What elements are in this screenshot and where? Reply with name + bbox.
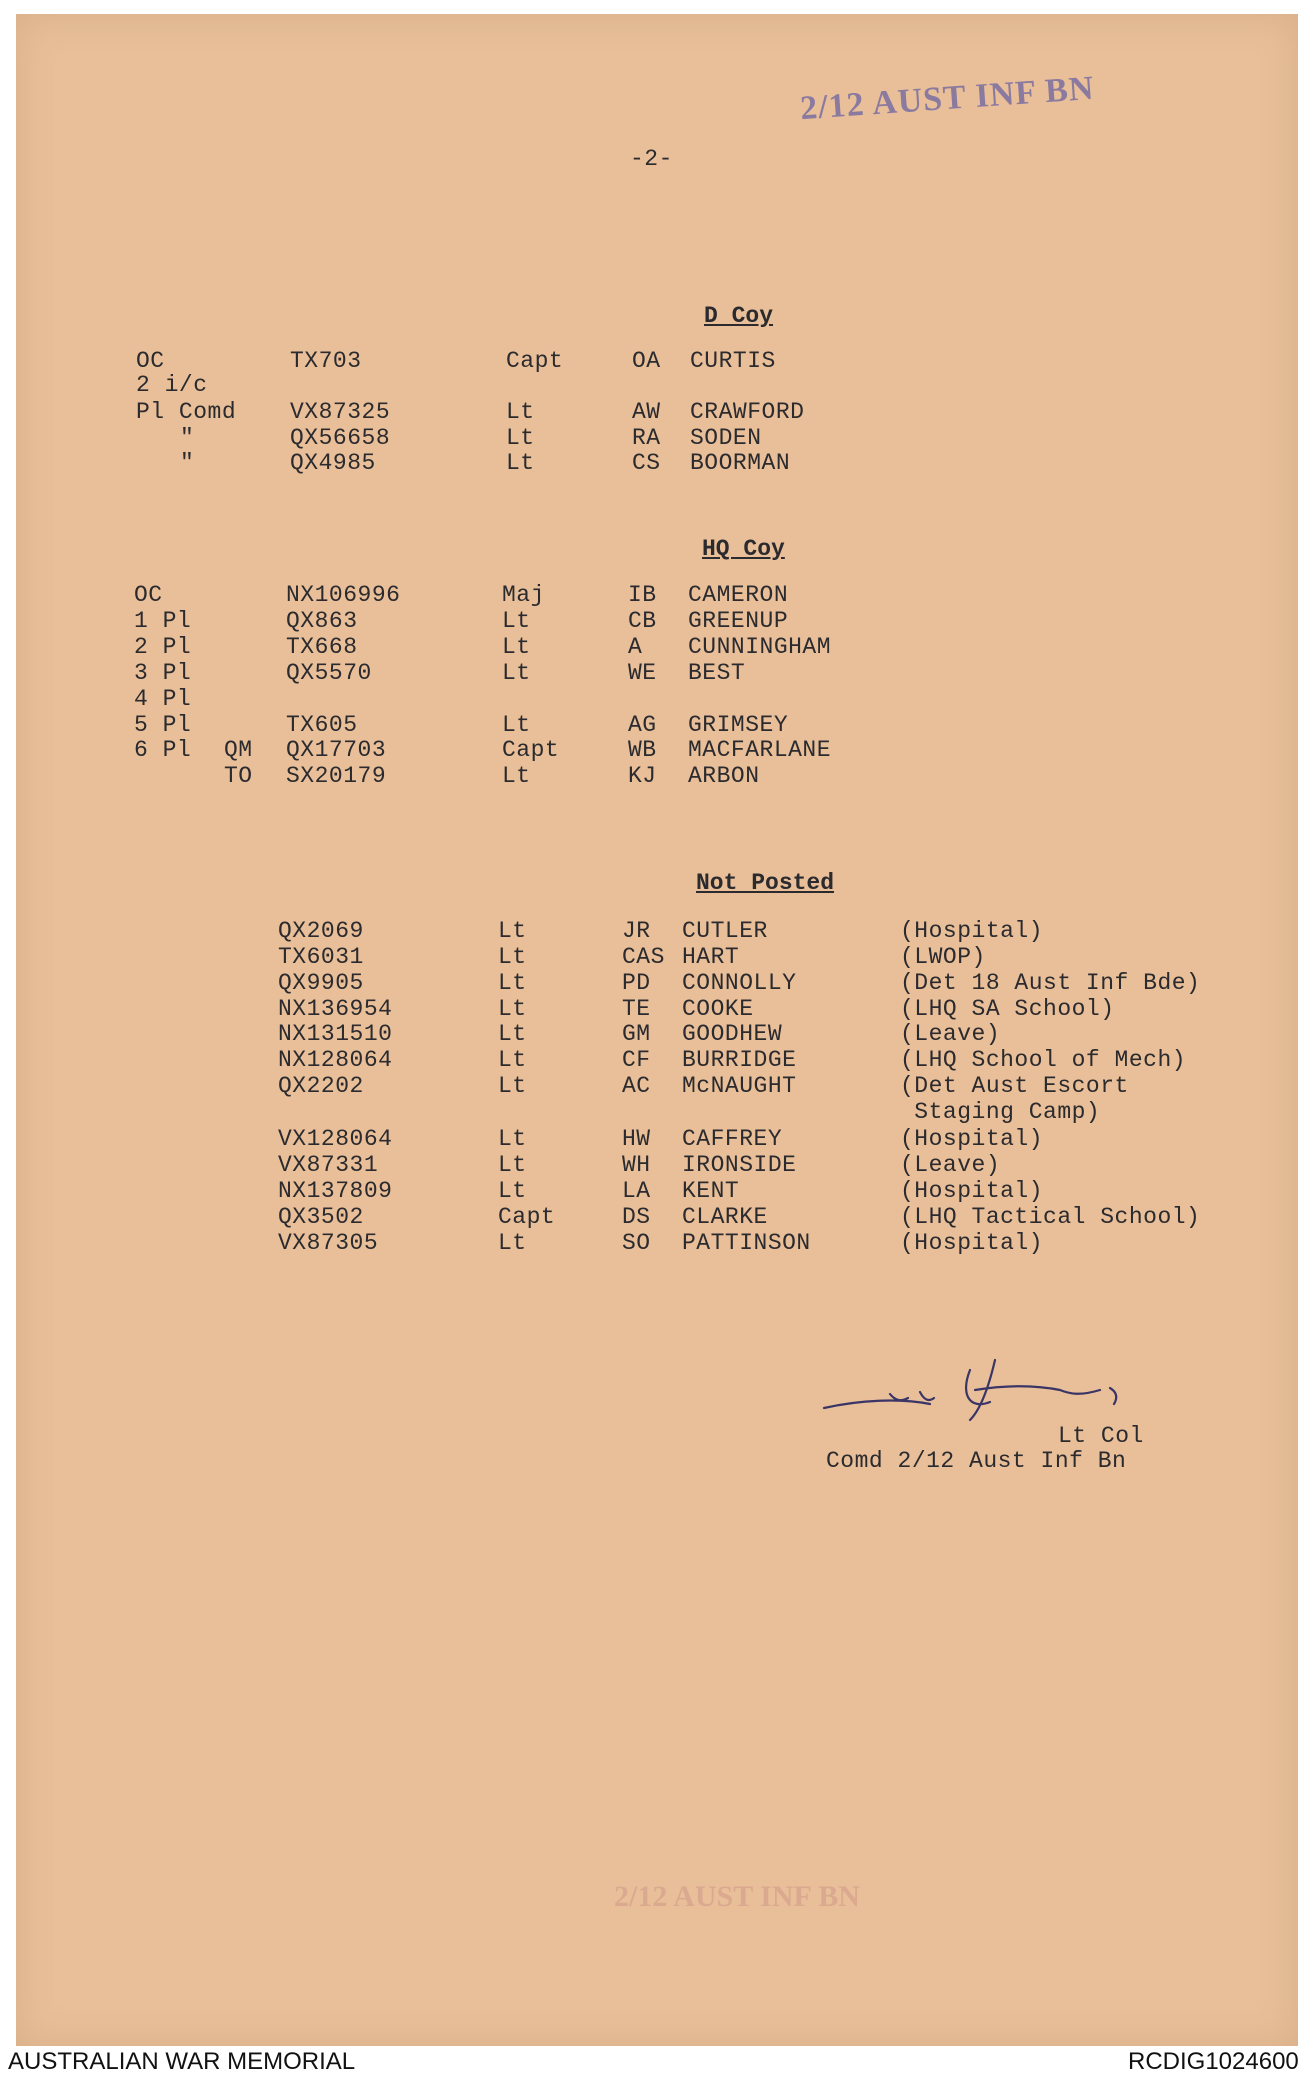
row-rank: Lt [502,634,531,660]
row-status-note: Staging Camp) [900,1099,1101,1125]
row-service-number: NX131510 [278,1021,393,1047]
row-surname: CUTLER [682,918,768,944]
row-service-number: VX128064 [278,1126,393,1152]
handwritten-signature [820,1350,1140,1430]
row-rank: Lt [498,1126,527,1152]
row-initials: AW [632,399,661,425]
row-initials: CF [622,1047,651,1073]
row-role: 4 Pl [134,686,192,712]
row-role: 3 Pl [134,660,192,686]
row-service-number: TX605 [286,712,358,738]
row-service-number: NX106996 [286,582,401,608]
row-initials: WH [622,1152,651,1178]
row-rank: Lt [506,425,535,451]
row-rank: Lt [498,970,527,996]
row-initials: JR [622,918,651,944]
row-status-note: (Hospital) [900,918,1044,944]
row-initials: PD [622,970,651,996]
row-status-note: (Det 18 Aust Inf Bde) [900,970,1201,996]
row-initials: GM [622,1021,651,1047]
page-number: -2- [630,146,673,172]
row-initials: A [628,634,643,660]
row-rank: Lt [498,1021,527,1047]
row-surname: CAFFREY [682,1126,783,1152]
row-status-note: (Det Aust Escort [900,1073,1129,1099]
row-service-number: QX9905 [278,970,364,996]
row-surname: HART [682,944,740,970]
row-surname: BURRIDGE [682,1047,797,1073]
row-service-number: QX2202 [278,1073,364,1099]
row-initials: CS [632,450,661,476]
row-initials: KJ [628,763,657,789]
row-rank: Lt [498,944,527,970]
row-service-number: QX17703 [286,737,387,763]
row-service-number: TX6031 [278,944,364,970]
row-role: 2 i/c [136,372,208,398]
d-coy-heading: D Coy [704,303,774,329]
row-initials: OA [632,348,661,374]
row-service-number: NX128064 [278,1047,393,1073]
row-service-number: TX668 [286,634,358,660]
row-initials: RA [632,425,661,451]
unit-stamp-bottom: 2/12 AUST INF BN [614,1880,860,1913]
row-rank: Lt [502,608,531,634]
row-role: " [180,425,195,451]
row-surname: CRAWFORD [690,399,805,425]
row-surname: CURTIS [690,348,776,374]
row-initials: HW [622,1126,651,1152]
row-rank: Lt [498,1178,527,1204]
row-role: OC [136,348,165,374]
row-service-number: QX56658 [290,425,391,451]
row-service-number: NX136954 [278,996,393,1022]
row-service-number: QX5570 [286,660,372,686]
row-surname: BOORMAN [690,450,791,476]
row-status-note: (LHQ SA School) [900,996,1115,1022]
row-rank: Lt [506,399,535,425]
row-service-number: VX87325 [290,399,391,425]
row-rank: Maj [502,582,545,608]
hq-coy-heading: HQ Coy [702,536,785,562]
row-initials: CAS [622,944,665,970]
row-role: 2 Pl [134,634,192,660]
document-page [16,14,1298,2046]
row-rank: Lt [502,712,531,738]
row-initials: IB [628,582,657,608]
row-rank: Lt [502,763,531,789]
row-service-number: QX2069 [278,918,364,944]
row-surname: MACFARLANE [688,737,832,763]
not-posted-heading: Not Posted [696,870,835,896]
footer-archive-name: AUSTRALIAN WAR MEMORIAL [8,2048,356,2075]
row-status-note: (Leave) [900,1152,1001,1178]
row-rank: Capt [506,348,564,374]
row-initials: WB [628,737,657,763]
row-surname: KENT [682,1178,740,1204]
row-surname: BEST [688,660,746,686]
row-status-note: (LWOP) [900,944,986,970]
row-initials: SO [622,1230,651,1256]
signatory-rank: Lt Col [1058,1423,1144,1449]
row-surname: McNAUGHT [682,1073,797,1099]
unit-stamp-top: 2/12 AUST INF BN [799,69,1096,128]
row-surname: IRONSIDE [682,1152,797,1178]
signatory-title: Comd 2/12 Aust Inf Bn [826,1448,1127,1474]
row-surname: CONNOLLY [682,970,797,996]
row-status-note: (LHQ Tactical School) [900,1204,1201,1230]
row-surname: GOODHEW [682,1021,783,1047]
row-surname: GREENUP [688,608,789,634]
row-status-note: (Hospital) [900,1178,1044,1204]
row-rank: Capt [502,737,560,763]
row-rank: Lt [498,1152,527,1178]
row-status-note: (Hospital) [900,1126,1044,1152]
row-rank: Lt [498,996,527,1022]
row-role: 1 Pl [134,608,192,634]
row-role: OC [134,582,163,608]
row-service-number: VX87331 [278,1152,379,1178]
row-service-number: NX137809 [278,1178,393,1204]
row-rank: Lt [498,1047,527,1073]
row-status-note: (Hospital) [900,1230,1044,1256]
row-role: Pl Comd [136,399,237,425]
row-initials: WE [628,660,657,686]
row-rank: Lt [498,1230,527,1256]
row-rank: Lt [498,918,527,944]
row-rank: Lt [502,660,531,686]
row-sub-role: QM [224,737,253,763]
row-surname: COOKE [682,996,754,1022]
row-surname: SODEN [690,425,762,451]
row-sub-role: TO [224,763,253,789]
row-surname: PATTINSON [682,1230,811,1256]
row-surname: CAMERON [688,582,789,608]
row-service-number: QX863 [286,608,358,634]
row-surname: GRIMSEY [688,712,789,738]
row-initials: LA [622,1178,651,1204]
row-status-note: (LHQ School of Mech) [900,1047,1187,1073]
row-role: 5 Pl [134,712,192,738]
row-service-number: QX3502 [278,1204,364,1230]
row-initials: DS [622,1204,651,1230]
row-service-number: TX703 [290,348,362,374]
row-rank: Lt [498,1073,527,1099]
row-status-note: (Leave) [900,1021,1001,1047]
row-initials: TE [622,996,651,1022]
row-rank: Lt [506,450,535,476]
row-service-number: QX4985 [290,450,376,476]
row-role: 6 Pl [134,737,192,763]
row-initials: AC [622,1073,651,1099]
row-surname: CUNNINGHAM [688,634,832,660]
row-rank: Capt [498,1204,556,1230]
row-initials: AG [628,712,657,738]
row-role: " [180,450,195,476]
row-surname: ARBON [688,763,760,789]
row-surname: CLARKE [682,1204,768,1230]
row-service-number: VX87305 [278,1230,379,1256]
row-service-number: SX20179 [286,763,387,789]
footer-record-id: RCDIG1024600 [1128,2048,1299,2075]
row-initials: CB [628,608,657,634]
